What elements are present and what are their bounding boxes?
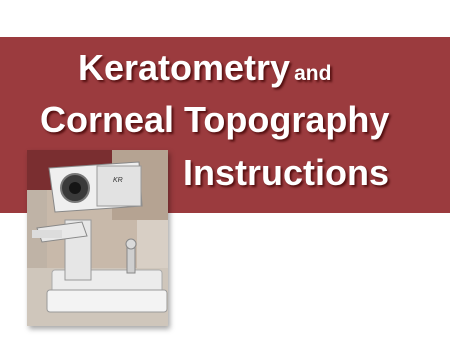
device-label: KR bbox=[113, 177, 123, 184]
title-line-2: Corneal Topography bbox=[40, 99, 390, 140]
title-line-3: Instructions bbox=[183, 152, 390, 193]
title-and: and bbox=[294, 62, 332, 85]
title-line-1 bbox=[78, 47, 332, 88]
title-keratometry: Keratometry bbox=[78, 47, 291, 88]
keratometer-photo bbox=[27, 150, 168, 326]
